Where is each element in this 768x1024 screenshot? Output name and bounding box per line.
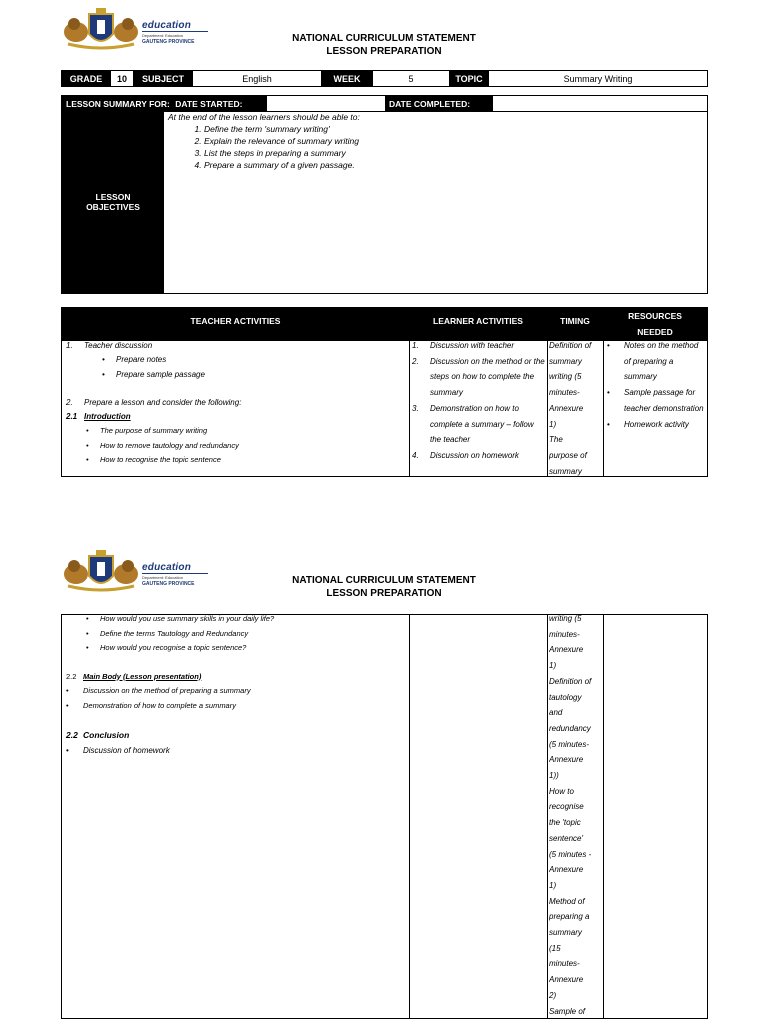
objectives-label-cell xyxy=(62,112,164,293)
timing-line: tautology xyxy=(549,692,582,702)
coat-of-arms-icon xyxy=(62,548,140,592)
page-heading-page-2 xyxy=(250,574,518,600)
main-body-bullet: Demonstration of how to complete a summary xyxy=(83,700,236,710)
timing-line: Annexure xyxy=(549,403,584,413)
grade-label: GRADE xyxy=(62,71,111,87)
timing-line: Annexure xyxy=(549,975,584,985)
teacher-bullet: Prepare sample passage xyxy=(116,369,205,379)
intro-title: Introduction xyxy=(84,412,131,421)
timing-line: (5 minutes - xyxy=(549,849,592,859)
timing-line: minutes- xyxy=(549,388,580,398)
logo-department-text: Department: Education xyxy=(142,33,183,38)
page-heading xyxy=(250,32,518,58)
learner-activities-header: LEARNER ACTIVITIES xyxy=(433,316,523,326)
intro-bullet: The purpose of summary writing xyxy=(100,426,208,435)
intro-number: 2.1 xyxy=(66,412,78,421)
topic-value: Summary Writing xyxy=(489,71,708,87)
grade-value: 10 xyxy=(111,71,134,87)
teacher-bullet: How would you use summary skills in your daily life? xyxy=(100,614,275,623)
timing-line: The xyxy=(549,435,563,445)
objective-item: 3. List the steps in preparing a summary xyxy=(204,147,698,159)
timing-cell-page-2 xyxy=(549,611,603,1019)
timing-line: 1) xyxy=(549,661,557,671)
timing-line: Definition of xyxy=(549,676,592,686)
learner-item: Discussion on homework xyxy=(430,450,519,460)
resources-header-line-2: NEEDED xyxy=(637,327,673,337)
objectives-label-line-2: OBJECTIVES xyxy=(86,202,140,212)
teacher-bullet: Prepare notes xyxy=(116,355,167,364)
resources-header xyxy=(603,308,707,341)
teacher-activities-cell-page-2: • How would you use summary skills in your daily life? • Define the terms Tautology and Redundancy • How would you recognise a topic sentence? 2.2 Main Body (Lesson presentation) • Discussion on the method of preparing a summary • Demonstration of how to complete a summary 2.2 Conclusion • Discussion of homework xyxy=(66,614,275,755)
timing-line: Method of xyxy=(549,896,585,906)
conclusion-number: 2.2 xyxy=(66,730,78,740)
objective-item: 2. Explain the relevance of summary writing xyxy=(204,135,698,147)
intro-bullet: How to remove tautology and redundancy xyxy=(100,440,239,450)
main-body-title: Main Body (Lesson presentation) xyxy=(83,671,202,681)
main-body-number: 2.2 xyxy=(66,671,77,681)
timing-line: redundancy xyxy=(549,723,591,733)
activities-table-page-2 xyxy=(61,614,708,1019)
timing-line: Definition of xyxy=(549,341,592,350)
timing-line: writing (5 xyxy=(549,614,582,623)
timing-line: preparing a xyxy=(549,912,590,922)
summary-section xyxy=(61,95,708,294)
logo-divider xyxy=(142,31,208,32)
timing-line: Sample of xyxy=(549,1006,586,1016)
objectives-list xyxy=(168,123,698,171)
timing-line: Annexure xyxy=(549,755,584,765)
timing-line: writing (5 xyxy=(549,372,582,382)
timing-line: summary xyxy=(549,356,582,366)
timing-line: 1) xyxy=(549,880,557,890)
timing-line: 1)) xyxy=(549,771,559,781)
conclusion-title: Conclusion xyxy=(83,730,130,740)
timing-line: purpose of xyxy=(549,450,587,460)
timing-line: minutes- xyxy=(549,959,580,969)
main-body-bullet: Discussion on the method of preparing a summary xyxy=(83,686,251,695)
learner-item: Discussion on the method or the steps on how to complete the summary xyxy=(430,356,545,398)
objectives-content xyxy=(168,112,698,171)
week-value: 5 xyxy=(373,71,450,87)
timing-line: How to xyxy=(549,786,574,796)
logo-brand-text: education xyxy=(142,562,192,573)
timing-header: TIMING xyxy=(560,316,590,326)
heading-line-1: NATIONAL CURRICULUM STATEMENT xyxy=(292,575,476,586)
date-completed-field[interactable] xyxy=(493,96,707,112)
summary-for-cell xyxy=(62,96,267,112)
heading-line-2: LESSON PREPARATION xyxy=(326,46,442,57)
gauteng-education-logo xyxy=(62,6,212,50)
timing-line: summary xyxy=(549,928,582,938)
learner-item: Discussion with teacher xyxy=(430,341,515,350)
topic-label: TOPIC xyxy=(450,71,489,87)
logo-divider xyxy=(142,573,208,574)
objective-item: 1. Define the term 'summary writing' xyxy=(204,123,698,135)
learner-item: Demonstration on how to complete a summary – follow the teacher xyxy=(430,403,534,445)
logo-department-text: Department: Education xyxy=(142,575,183,580)
timing-line: summary xyxy=(549,466,582,476)
resource-item: Sample passage for teacher demonstration xyxy=(624,388,704,413)
resources-header-line-1: RESOURCES xyxy=(628,311,682,321)
gauteng-education-logo-page-2 xyxy=(62,548,212,592)
teacher-item-1: Teacher discussion xyxy=(84,341,153,350)
logo-brand-text: education xyxy=(142,20,192,31)
week-label: WEEK xyxy=(322,71,373,87)
timing-line: Annexure xyxy=(549,645,584,655)
timing-line: the 'topic xyxy=(549,818,581,828)
heading-line-1: NATIONAL CURRICULUM STATEMENT xyxy=(292,33,476,44)
timing-line: (5 minutes- xyxy=(549,739,590,749)
timing-cell xyxy=(549,338,603,476)
resource-item: Homework activity xyxy=(624,419,689,429)
teacher-activities-header: TEACHER ACTIVITIES xyxy=(190,316,281,326)
timing-line: Annexure xyxy=(549,865,584,875)
conclusion-bullet: Discussion of homework xyxy=(83,746,170,755)
info-bar xyxy=(61,70,708,87)
resources-cell: • Notes on the method of preparing a summary • Sample passage for teacher demonstration • Homework activity xyxy=(607,338,705,432)
activities-table-page-1 xyxy=(61,307,708,477)
resource-item: Notes on the method of preparing a summary xyxy=(624,341,699,382)
objectives-label-line-1: LESSON xyxy=(95,192,131,202)
timing-line: minutes- xyxy=(549,629,580,639)
teacher-activities-cell: 1. Teacher discussion • Prepare notes • Prepare sample passage 2. Prepare a lesson and consider the following: 2.1 Introduction • The purpose of summary writing • How to remove tautology and redundancy • How to recognise the topic sentence xyxy=(66,341,242,464)
teacher-bullet: How would you recognise a topic sentence? xyxy=(100,643,247,652)
subject-value: English xyxy=(193,71,322,87)
timing-line: (15 xyxy=(549,943,561,953)
date-started-label: DATE STARTED: xyxy=(175,99,243,109)
timing-line: and xyxy=(549,708,563,718)
subject-label: SUBJECT xyxy=(134,71,193,87)
timing-line: 2) xyxy=(549,990,557,1000)
objectives-intro: At the end of the lesson learners should be able to: xyxy=(168,112,360,122)
coat-of-arms-icon xyxy=(62,6,140,50)
date-completed-label: DATE COMPLETED: xyxy=(385,96,493,112)
lesson-summary-for-label: LESSON SUMMARY FOR: xyxy=(66,99,170,109)
objective-item: 4. Prepare a summary of a given passage. xyxy=(204,159,698,171)
intro-bullet: How to recognise the topic sentence xyxy=(100,455,221,464)
teacher-item-2: Prepare a lesson and consider the following: xyxy=(84,398,242,407)
timing-line: recognise xyxy=(549,802,584,812)
heading-line-2: LESSON PREPARATION xyxy=(326,588,442,599)
timing-line: sentence' xyxy=(549,833,583,843)
learner-activities-cell: 1. Discussion with teacher 2. Discussion on the method or the steps on how to complete the summary 3. Demonstration on how to complete a summary – follow the teacher 4. Discussion on homework xyxy=(412,338,545,464)
logo-province-text: GAUTENG PROVINCE xyxy=(142,39,195,45)
teacher-bullet: Define the terms Tautology and Redundancy xyxy=(100,628,249,638)
timing-line: 1) xyxy=(549,419,557,429)
logo-province-text: GAUTENG PROVINCE xyxy=(142,581,195,587)
date-started-field[interactable] xyxy=(267,96,385,112)
